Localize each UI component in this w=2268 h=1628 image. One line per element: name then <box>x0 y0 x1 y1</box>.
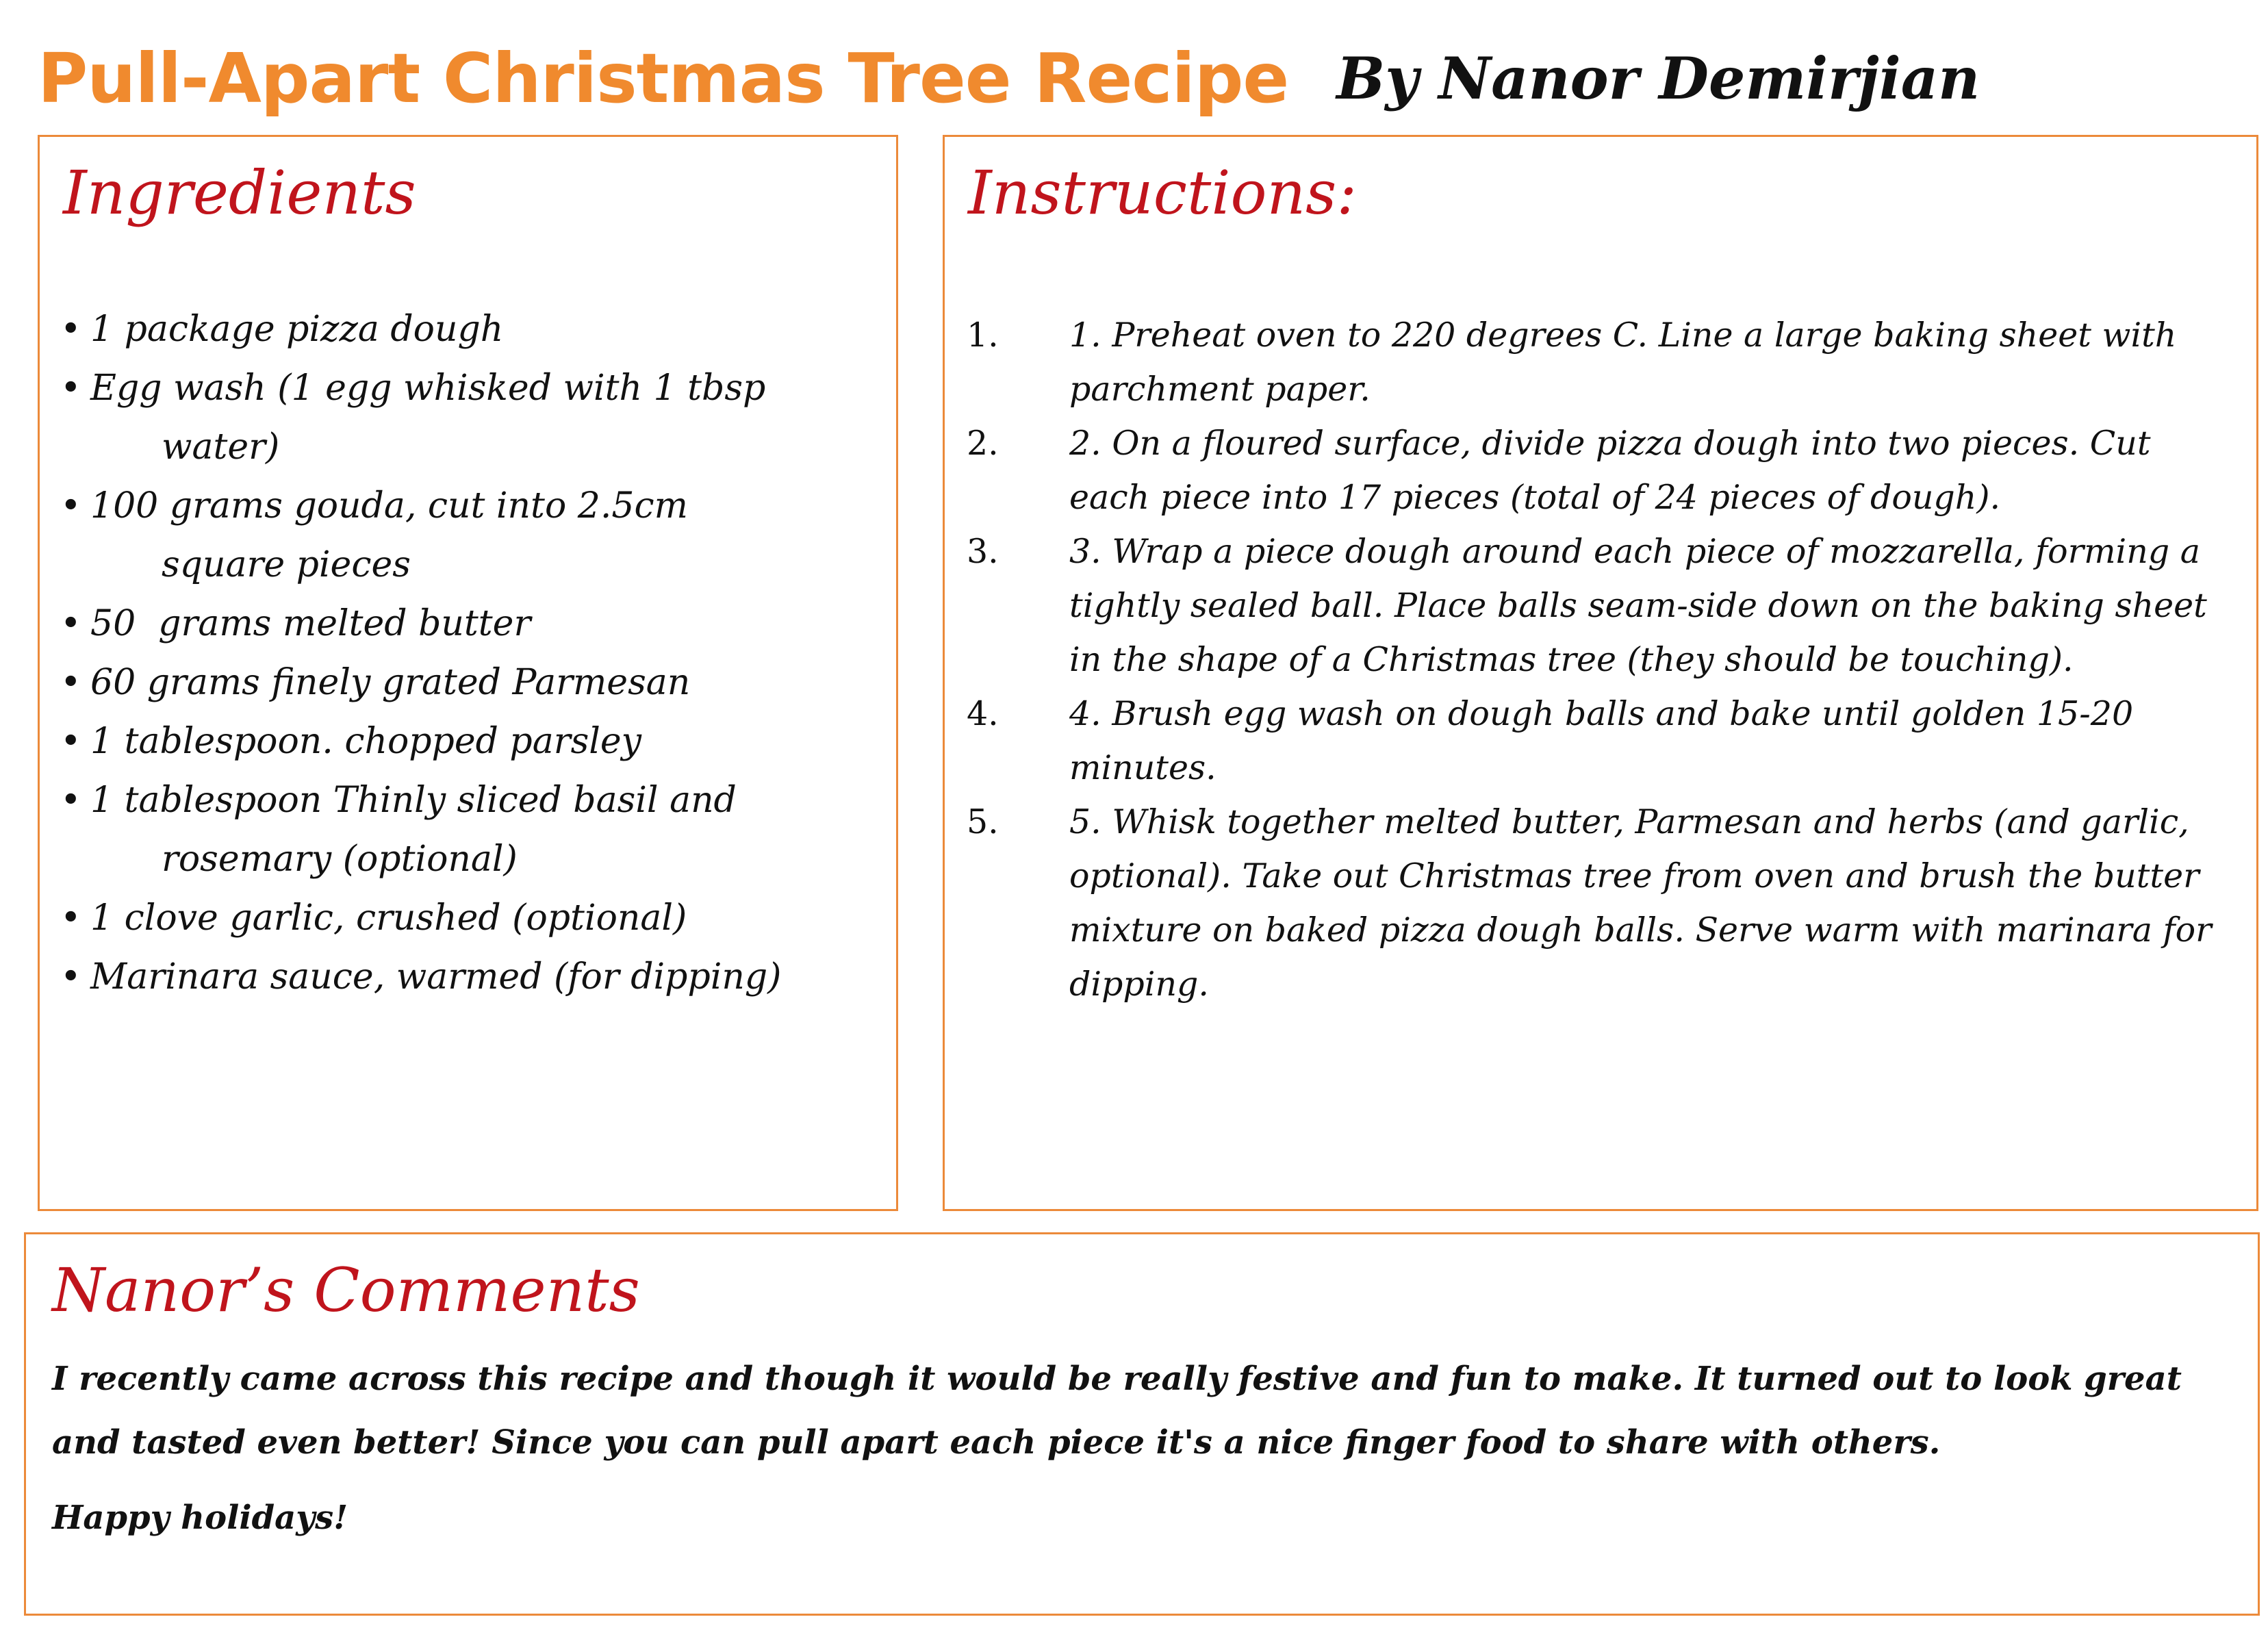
step-number: 2. <box>967 424 999 463</box>
bullet-icon: • <box>60 309 81 350</box>
list-item: • 1 tablespoon. chopped parsley <box>60 712 882 771</box>
list-item: • 60 grams finely grated Parmesan <box>60 653 882 712</box>
bullet-icon: • <box>60 721 81 762</box>
comments-sign-off: Happy holidays! <box>52 1499 348 1537</box>
instructions-panel <box>943 135 2258 1211</box>
list-item: • 1 clove garlic, crushed (optional) <box>60 889 882 947</box>
bullet-icon: • <box>60 898 81 939</box>
bullet-icon: • <box>60 662 81 703</box>
author-byline: By Nanor Demirjian <box>1336 44 1980 112</box>
page-header <box>38 27 2228 130</box>
step-number: 5. <box>967 802 999 841</box>
list-item <box>967 308 2240 416</box>
step-text: 4. Brush egg wash on dough balls and bake until golden 15-20 minutes. <box>1069 694 2134 787</box>
list-item: • 100 grams gouda, cut into 2.5cm square pieces <box>60 476 882 594</box>
bullet-icon: • <box>60 956 81 997</box>
ingredients-list <box>60 300 882 1006</box>
bullet-icon: • <box>60 485 81 526</box>
step-number: 1. <box>967 316 999 355</box>
comments-body: I recently came across this recipe and though it would be really festive and fun to make. It turned out to look great and tasted even better! Since you can pull apart each piece it's a nice finger food to share with others. <box>52 1360 2182 1462</box>
step-text: 5. Whisk together melted butter, Parmesan and herbs (and garlic, optional). Take out Christmas tree from oven and brush the butter mixture on baked pizza dough balls. Serve warm with marinara for dipping. <box>1069 802 2212 1004</box>
page-title: Pull-Apart Christmas Tree Recipe <box>38 38 1289 118</box>
step-text: 2. On a floured surface, divide pizza dough into two pieces. Cut each piece into 17 pieces (total of 24 pieces of dough). <box>1069 424 2151 517</box>
list-item <box>967 416 2240 524</box>
list-item: • Egg wash (1 egg whisked with 1 tbsp water) <box>60 359 882 476</box>
list-item: • 1 tablespoon Thinly sliced basil and rosemary (optional) <box>60 771 882 889</box>
instructions-list <box>967 308 2240 1011</box>
step-text: 3. Wrap a piece dough around each piece of mozzarella, forming a tightly sealed ball. Place balls seam-side down on the baking sheet in the shape of a Christmas tree (they should be touching). <box>1069 532 2207 679</box>
list-item <box>967 524 2240 687</box>
bullet-icon: • <box>60 368 81 409</box>
list-item <box>967 795 2240 1011</box>
instructions-heading: Instructions: <box>968 157 1357 228</box>
bullet-icon: • <box>60 780 81 821</box>
comments-panel <box>24 1232 2260 1616</box>
list-item: • Marinara sauce, warmed (for dipping) <box>60 947 882 1006</box>
bullet-icon: • <box>60 603 81 644</box>
step-number: 4. <box>967 694 999 733</box>
ingredients-heading: Ingredients <box>63 157 416 228</box>
ingredients-panel <box>38 135 898 1211</box>
list-item: • 1 package pizza dough <box>60 300 882 359</box>
step-text: 1. Preheat oven to 220 degrees C. Line a large baking sheet with parchment paper. <box>1069 316 2177 409</box>
comments-heading: Nanor’s Comments <box>52 1255 640 1325</box>
step-number: 3. <box>967 532 999 571</box>
list-item <box>967 687 2240 795</box>
list-item: • 50 grams melted butter <box>60 594 882 653</box>
